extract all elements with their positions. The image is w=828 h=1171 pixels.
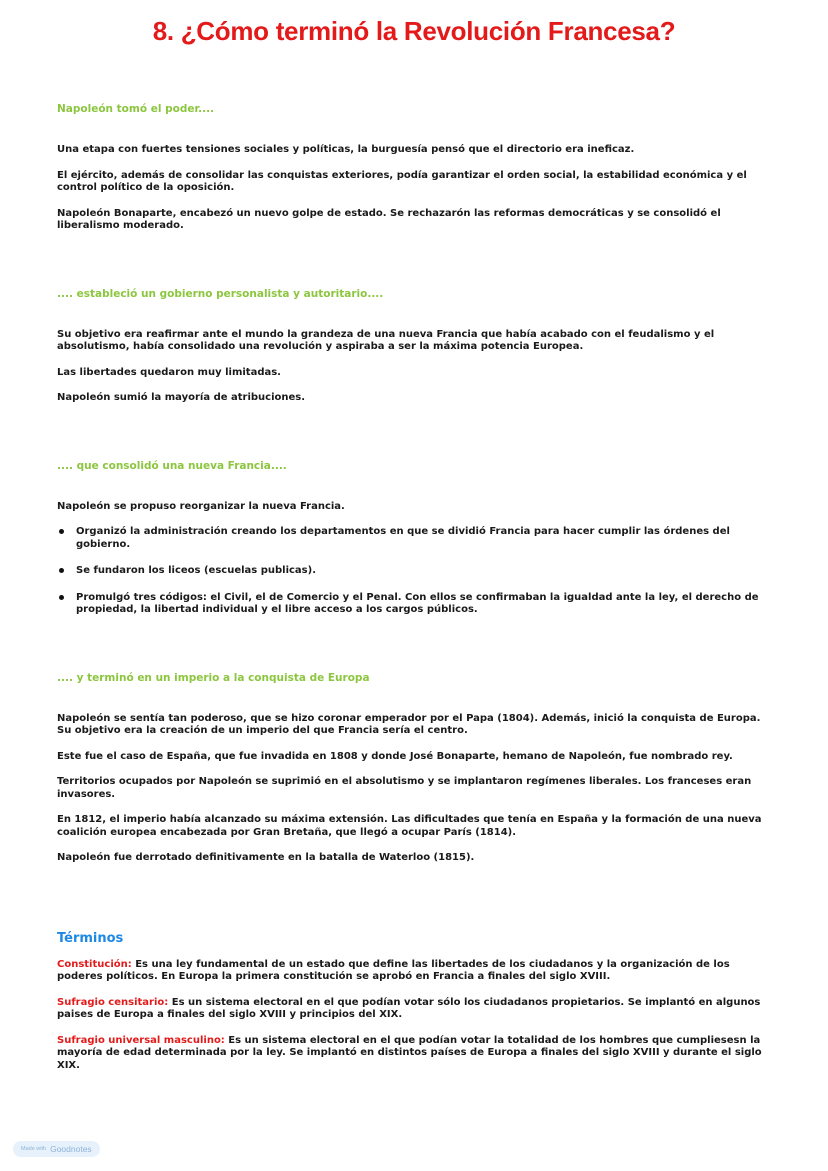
section-heading: .... estableció un gobierno personalista y autoritario.... xyxy=(57,287,384,300)
bullet-icon xyxy=(59,568,64,573)
paragraph: Este fue el caso de España, que fue invadida en 1808 y donde José Bonaparte, hemano de Napoleón, fue nombrado rey. xyxy=(57,750,733,762)
paragraph: Las libertades quedaron muy limitadas. xyxy=(57,366,281,378)
paragraph: Napoleón se propuso reorganizar la nueva Francia. xyxy=(57,500,345,512)
term-definition: Es un sistema electoral en el que podían votar sólo los ciudadanos propietarios. Se implantó en algunos paises de Europa a finales del siglo XVIII y principios del XIX. xyxy=(57,996,761,1020)
terms-section xyxy=(57,931,762,1073)
list-item xyxy=(57,565,762,578)
terms-heading: Términos xyxy=(57,930,124,946)
page-title: 8. ¿Cómo terminó la Revolución Francesa? xyxy=(152,16,676,46)
list-item xyxy=(57,526,762,551)
paragraph: Una etapa con fuertes tensiones sociales y políticas, la burguesía pensó que el directorio era ineficaz. xyxy=(57,144,635,155)
bullet-list xyxy=(57,526,762,617)
paragraph: Napoleón Bonaparte, encabezó un nuevo golpe de estado. Se rechazarón las reformas democráticas y se consolidó el liberalismo moderado. xyxy=(57,207,721,231)
content-body xyxy=(57,103,762,1072)
section-heading: Napoleón tomó el poder.... xyxy=(57,103,215,115)
section-gobierno-personalista xyxy=(57,288,762,405)
list-item-text: Organizó la administración creando los departamentos en que se dividió Francia para hacer cumplir las órdenes del gobierno. xyxy=(76,526,730,550)
section-heading: .... y terminó en un imperio a la conquista de Europa xyxy=(57,671,370,684)
term-item xyxy=(57,1035,762,1073)
section-nueva-francia xyxy=(57,460,762,617)
section-imperio-europa xyxy=(57,672,762,865)
badge-brand: Goodnotes xyxy=(50,1144,92,1154)
term-definition: Es una ley fundamental de un estado que define las libertades de los ciudadanos y la organización de los poderes políticos. En Europa la primera constitución se aprobó en Francia a finales del siglo XVIII. xyxy=(57,958,730,982)
paragraph: Napoleón sumió la mayoría de atribuciones. xyxy=(57,392,306,403)
badge-prefix: Made with xyxy=(21,1146,47,1152)
paragraph: Napoleón se sentía tan poderoso, que se hizo coronar emperador por el Papa (1804). Además, inició la conquista de Europa. Su objetivo era la creación de un imperio del que Francia sería el centro. xyxy=(57,712,761,736)
paragraph: Su objetivo era reafirmar ante el mundo la grandeza de una nueva Francia que había acabado con el feudalismo y el absolutismo, había consolidado una revolución y aspiraba a ser la máxima potencia Europea. xyxy=(57,328,715,352)
term-item xyxy=(57,959,762,984)
term-definition: Es un sistema electoral en el que podían votar la totalidad de los hombres que cumpliesesn la mayoría de edad determinada por la ley. Se implantó en distintos países de Europa a finales del siglo XVIII y durante el siglo XIX. xyxy=(57,1034,762,1071)
bullet-icon xyxy=(59,529,64,534)
list-item xyxy=(57,592,762,617)
section-napoleon-poder xyxy=(57,103,762,233)
paragraph: El ejército, además de consolidar las conquistas exteriores, podía garantizar el orden social, la estabilidad económica y el control político de la oposición. xyxy=(57,169,747,193)
paragraph: En 1812, el imperio había alcanzado su máxima extensión. Las dificultades que tenía en España y la formación de una nueva coalición europea encabezada por Gran Bretaña, que llegó a ocupar París (1814). xyxy=(57,814,762,838)
list-item-text: Promulgó tres códigos: el Civil, el de Comercio y el Penal. Con ellos se confirmaban la igualdad ante la ley, el derecho de propiedad, la libertad individual y el libre acceso a los cargos públicos. xyxy=(76,591,759,615)
goodnotes-badge xyxy=(13,1141,100,1157)
term-keyword: Constitución: xyxy=(57,958,132,970)
section-heading: .... que consolidó una nueva Francia.... xyxy=(57,459,287,472)
paragraph: Territorios ocupados por Napoleón se suprimió en el absolutismo y se implantaron regímenes liberales. Los franceses eran invasores. xyxy=(57,776,752,800)
paragraph: Napoleón fue derrotado definitivamente en la batalla de Waterloo (1815). xyxy=(57,852,475,863)
bullet-icon xyxy=(59,595,64,600)
term-keyword: Sufragio censitario: xyxy=(57,996,169,1008)
term-keyword: Sufragio universal masculino: xyxy=(57,1034,225,1046)
list-item-text: Se fundaron los liceos (escuelas publicas). xyxy=(76,565,316,576)
term-item xyxy=(57,997,762,1022)
